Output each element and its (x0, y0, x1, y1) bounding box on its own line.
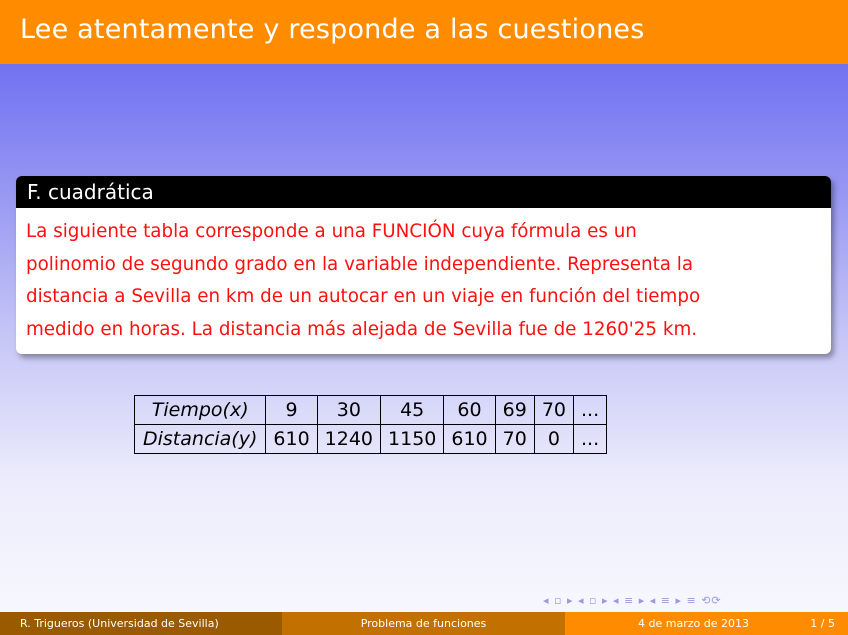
footer-date-section (565, 612, 848, 635)
table-cell: 610 (444, 425, 495, 454)
frame-title-bar (0, 0, 848, 64)
footer-subject-section (282, 612, 565, 635)
table-header-cell: Tiempo(x) (135, 396, 266, 425)
table-cell: 70 (495, 425, 534, 454)
table-cell: 45 (381, 396, 444, 425)
footer-bar (0, 612, 848, 635)
footer-date: 4 de marzo de 2013 (638, 617, 749, 630)
block-text-line: polinomio de segundo grado en la variable independiente. Representa la (26, 253, 694, 275)
block-text-line: distancia a Sevilla en km de un autocar en un viaje en función del tiempo (26, 286, 701, 307)
block-text-line: La siguiente tabla corresponde a una FUNCIÓN cuya fórmula es un (26, 221, 637, 242)
frame-title: Lee atentamente y responde a las cuestiones (20, 14, 645, 45)
table-cell: 9 (266, 396, 317, 425)
beamer-navigation-icons[interactable]: ◂ ▫ ▸ ◂ ▫ ▸ ◂ ≡ ▸ ◂ ≡ ▸ ≡ ⟲⟳ (543, 594, 722, 607)
table-row-distance (135, 425, 607, 454)
footer-author: R. Trigueros (Universidad de Sevilla) (20, 617, 219, 630)
table-header-cell: Distancia(y) (135, 425, 266, 454)
table-cell: 30 (317, 396, 380, 425)
footer-author-section (0, 612, 282, 635)
definition-block (16, 176, 831, 354)
table-cell: 60 (444, 396, 495, 425)
table-cell: 69 (495, 396, 534, 425)
footer-subject: Problema de funciones (360, 617, 487, 630)
table-cell: 1150 (381, 425, 444, 454)
table-cell: ... (574, 425, 607, 454)
table-cell: 610 (266, 425, 317, 454)
values-table (134, 395, 607, 454)
block-body (16, 208, 831, 346)
table-cell: 1240 (317, 425, 380, 454)
block-text-line: medido en horas. La distancia más alejada de Sevilla fue de 1260'25 km. (26, 318, 698, 340)
table-row-time (135, 396, 607, 425)
footer-page-number: 1 / 5 (810, 617, 835, 630)
table-cell: 70 (534, 396, 573, 425)
block-title: F. cuadrática (16, 176, 831, 208)
table-cell: ... (574, 396, 607, 425)
table-cell: 0 (534, 425, 573, 454)
